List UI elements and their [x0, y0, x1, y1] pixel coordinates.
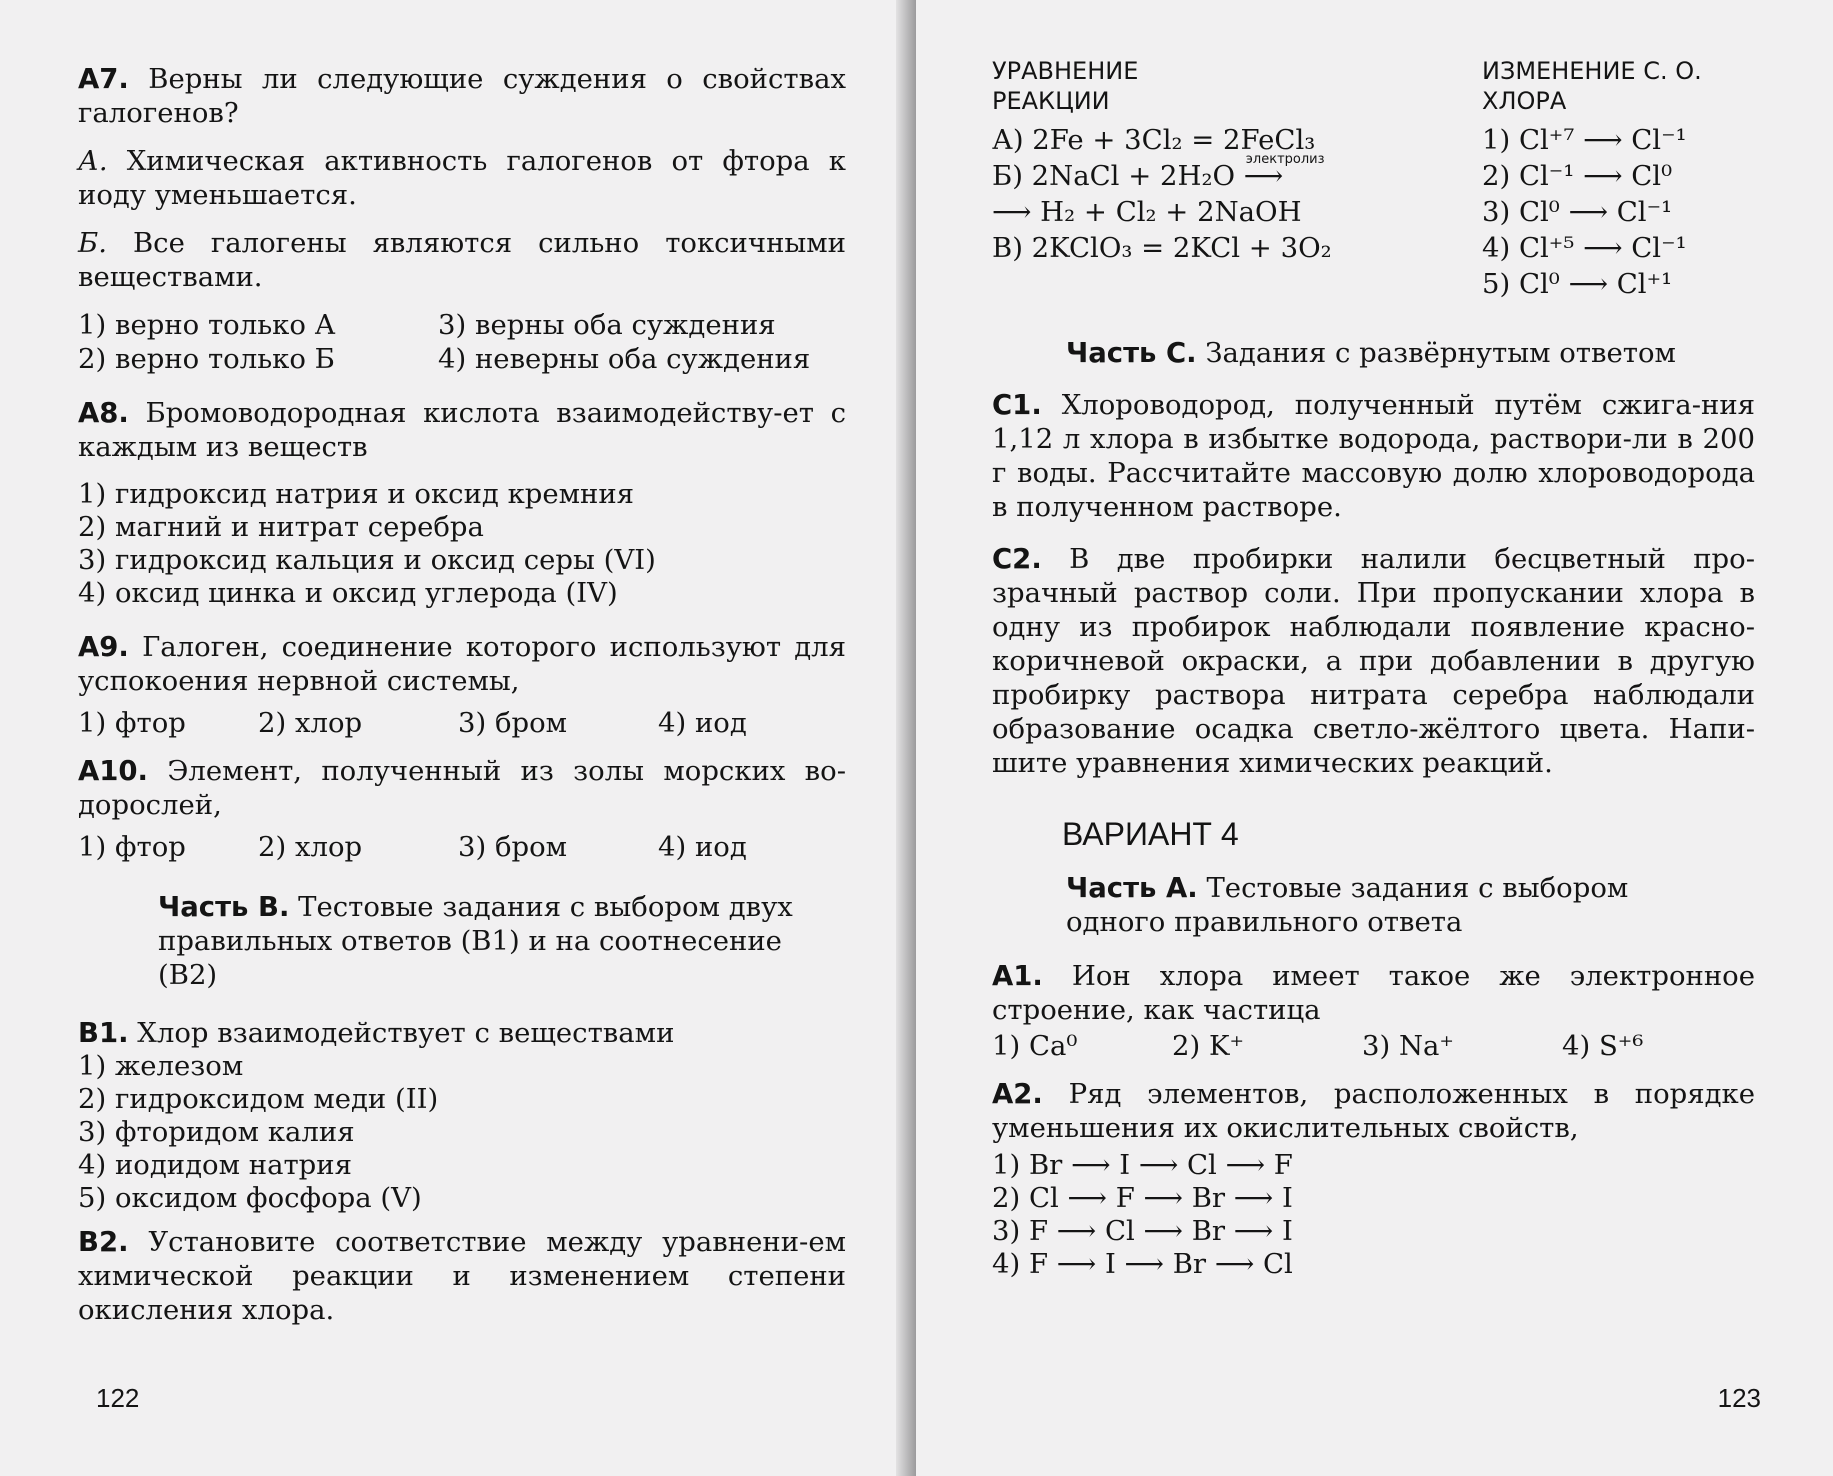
question-b2 [78, 1225, 846, 1327]
statement-b [78, 226, 846, 294]
equation-b-products: ⟶ H₂ + Cl₂ + 2NaOH [992, 196, 1302, 228]
question-a1 [992, 959, 1755, 1027]
question-number: А9. [78, 631, 129, 663]
column-header-change: ИЗМЕНЕНИЕ С. О. ХЛОРА [1482, 57, 1702, 115]
answer-option: 3) бром [458, 707, 568, 739]
question-text: Хлор взаимодействует с веществами [137, 1017, 675, 1049]
electrolysis-arrow: электролиз ⟶ [1244, 158, 1283, 194]
question-number: С1. [992, 389, 1042, 421]
answer-option: 2) верно только Б [78, 343, 335, 375]
answer-option: 3) фторидом калия [78, 1116, 355, 1148]
answer-option: 4) иод [658, 831, 747, 863]
question-number: А2. [992, 1078, 1043, 1110]
left-page [0, 0, 916, 1476]
answer-option: 4) иодидом натрия [78, 1149, 352, 1181]
matching-table [992, 122, 1755, 302]
answer-option: 3) гидроксид кальция и оксид серы (VI) [78, 544, 656, 576]
answer-options [992, 1029, 1755, 1063]
section-title: Часть А. [1066, 872, 1198, 904]
section-text: Тестовые задания с выбором двух правильных ответов (В1) и на соотнесение (В2) [158, 891, 793, 991]
statement-label: А. [78, 145, 108, 177]
right-page [916, 0, 1833, 1476]
answer-option: 4) неверны оба суждения [438, 343, 811, 375]
equation-a: А) 2Fe + 3Cl₂ = 2FeCl₃ [992, 124, 1316, 156]
answer-option: 4) иод [658, 707, 747, 739]
question-a7 [78, 62, 846, 130]
question-number: В2. [78, 1226, 129, 1258]
question-a8 [78, 396, 846, 464]
change-option: 4) Cl⁺⁵ ⟶ Cl⁻¹ [1482, 232, 1687, 264]
answer-option: 2) хлор [258, 831, 363, 863]
statement-text: Химическая активность галогенов от фтора к иоду уменьшается. [78, 145, 846, 211]
answer-option: 1) Ca⁰ [992, 1030, 1078, 1062]
statement-a [78, 144, 846, 212]
section-title: Часть С. [1066, 337, 1197, 369]
answer-option: 3) Na⁺ [1362, 1030, 1454, 1062]
question-text: Галоген, соединение которого используют для успокоения нервной системы, [78, 631, 846, 697]
section-heading-part-b [158, 890, 798, 992]
answer-option: 4) F ⟶ I ⟶ Br ⟶ Cl [992, 1248, 1293, 1280]
answer-option: 2) K⁺ [1172, 1030, 1245, 1062]
answer-option: 3) F ⟶ Cl ⟶ Br ⟶ I [992, 1215, 1293, 1247]
variant-heading: ВАРИАНТ 4 [1062, 816, 1239, 852]
change-option: 3) Cl⁰ ⟶ Cl⁻¹ [1482, 196, 1673, 228]
answer-options [992, 1149, 1755, 1281]
answer-option: 3) верны оба суждения [438, 309, 776, 341]
change-option: 5) Cl⁰ ⟶ Cl⁺¹ [1482, 268, 1673, 300]
matching-header [992, 56, 1755, 116]
question-c1 [992, 388, 1755, 524]
question-number: А1. [992, 960, 1043, 992]
question-number: В1. [78, 1017, 129, 1049]
answer-options [78, 830, 846, 864]
section-text: Задания с развёрнутым ответом [1205, 337, 1676, 369]
answer-options [78, 308, 846, 376]
section-text: Тестовые задания с выбором одного правильного ответа [1066, 872, 1629, 938]
question-a2 [992, 1077, 1755, 1145]
answer-option: 4) S⁺⁶ [1562, 1030, 1644, 1062]
question-number: А7. [78, 63, 129, 95]
column-header-reaction: УРАВНЕНИЕ РЕАКЦИИ [992, 57, 1139, 115]
question-text: В две пробирки налили бесцветный про-зрачный раствор соли. При пропускании хлора в одну из пробирок наблюдали появление красно-коричневой окраски, а при добавлении в другую пробирку раствора нитрата серебра наблюдали образование осадка светло-жёлтого цвета. Напи-шите уравнения химических реакций. [992, 543, 1755, 779]
question-text: Ряд элементов, расположенных в порядке уменьшения их окислительных свойств, [992, 1078, 1755, 1144]
question-number: С2. [992, 543, 1042, 575]
answer-option: 3) бром [458, 831, 568, 863]
answer-option: 1) фтор [78, 707, 186, 739]
section-heading-part-a [1066, 871, 1666, 939]
change-option: 2) Cl⁻¹ ⟶ Cl⁰ [1482, 160, 1673, 192]
question-c2 [992, 542, 1755, 780]
statement-text: Все галогены являются сильно токсичными веществами. [78, 227, 847, 293]
arrow-label: электролиз [1245, 152, 1325, 167]
answer-option: 5) оксидом фосфора (V) [78, 1182, 422, 1214]
page-number: 122 [96, 1383, 140, 1413]
answer-option: 2) хлор [258, 707, 363, 739]
answer-option: 1) железом [78, 1050, 244, 1082]
question-a10 [78, 754, 846, 822]
question-text: Ион хлора имеет такое же электронное строение, как частица [992, 960, 1755, 1026]
answer-option: 4) оксид цинка и оксид углерода (IV) [78, 577, 618, 609]
question-text: Хлороводород, полученный путём сжига-ния 1,12 л хлора в избытке водорода, раствори-ли в 200 г воды. Рассчитайте массовую долю хлороводорода в полученном растворе. [992, 389, 1755, 523]
answer-option: 1) фтор [78, 831, 186, 863]
page-number: 123 [1717, 1383, 1761, 1413]
question-text: Элемент, полученный из золы морских во-дорослей, [78, 755, 846, 821]
answer-option: 2) магний и нитрат серебра [78, 511, 484, 543]
equation-c: В) 2KClO₃ = 2KCl + 3O₂ [992, 232, 1332, 264]
answer-option: 2) Cl ⟶ F ⟶ Br ⟶ I [992, 1182, 1293, 1214]
answer-options [78, 706, 846, 740]
question-number: А10. [78, 755, 148, 787]
answer-option: 1) гидроксид натрия и оксид кремния [78, 478, 635, 510]
question-text: Верны ли следующие суждения о свойствах галогенов? [78, 63, 846, 129]
section-heading-part-c [1066, 336, 1755, 370]
answer-options [78, 478, 846, 610]
answer-option: 1) верно только А [78, 309, 336, 341]
section-title: Часть В. [158, 891, 290, 923]
question-a9 [78, 630, 846, 698]
equation-b [992, 152, 1482, 194]
question-number: А8. [78, 397, 129, 429]
answer-option: 2) гидроксидом меди (II) [78, 1083, 439, 1115]
equation-b-left: Б) 2NaCl + 2H₂O [992, 160, 1236, 192]
answer-options [78, 1050, 846, 1215]
question-text: Установите соответствие между уравнени-ем химической реакции и изменением степени окисления хлора. [78, 1226, 846, 1326]
question-text: Бромоводородная кислота взаимодейству-ет с каждым из веществ [78, 397, 846, 463]
change-option: 1) Cl⁺⁷ ⟶ Cl⁻¹ [1482, 124, 1687, 156]
question-b1 [78, 1016, 846, 1050]
statement-label: Б. [78, 227, 107, 259]
answer-option: 1) Br ⟶ I ⟶ Cl ⟶ F [992, 1149, 1293, 1181]
